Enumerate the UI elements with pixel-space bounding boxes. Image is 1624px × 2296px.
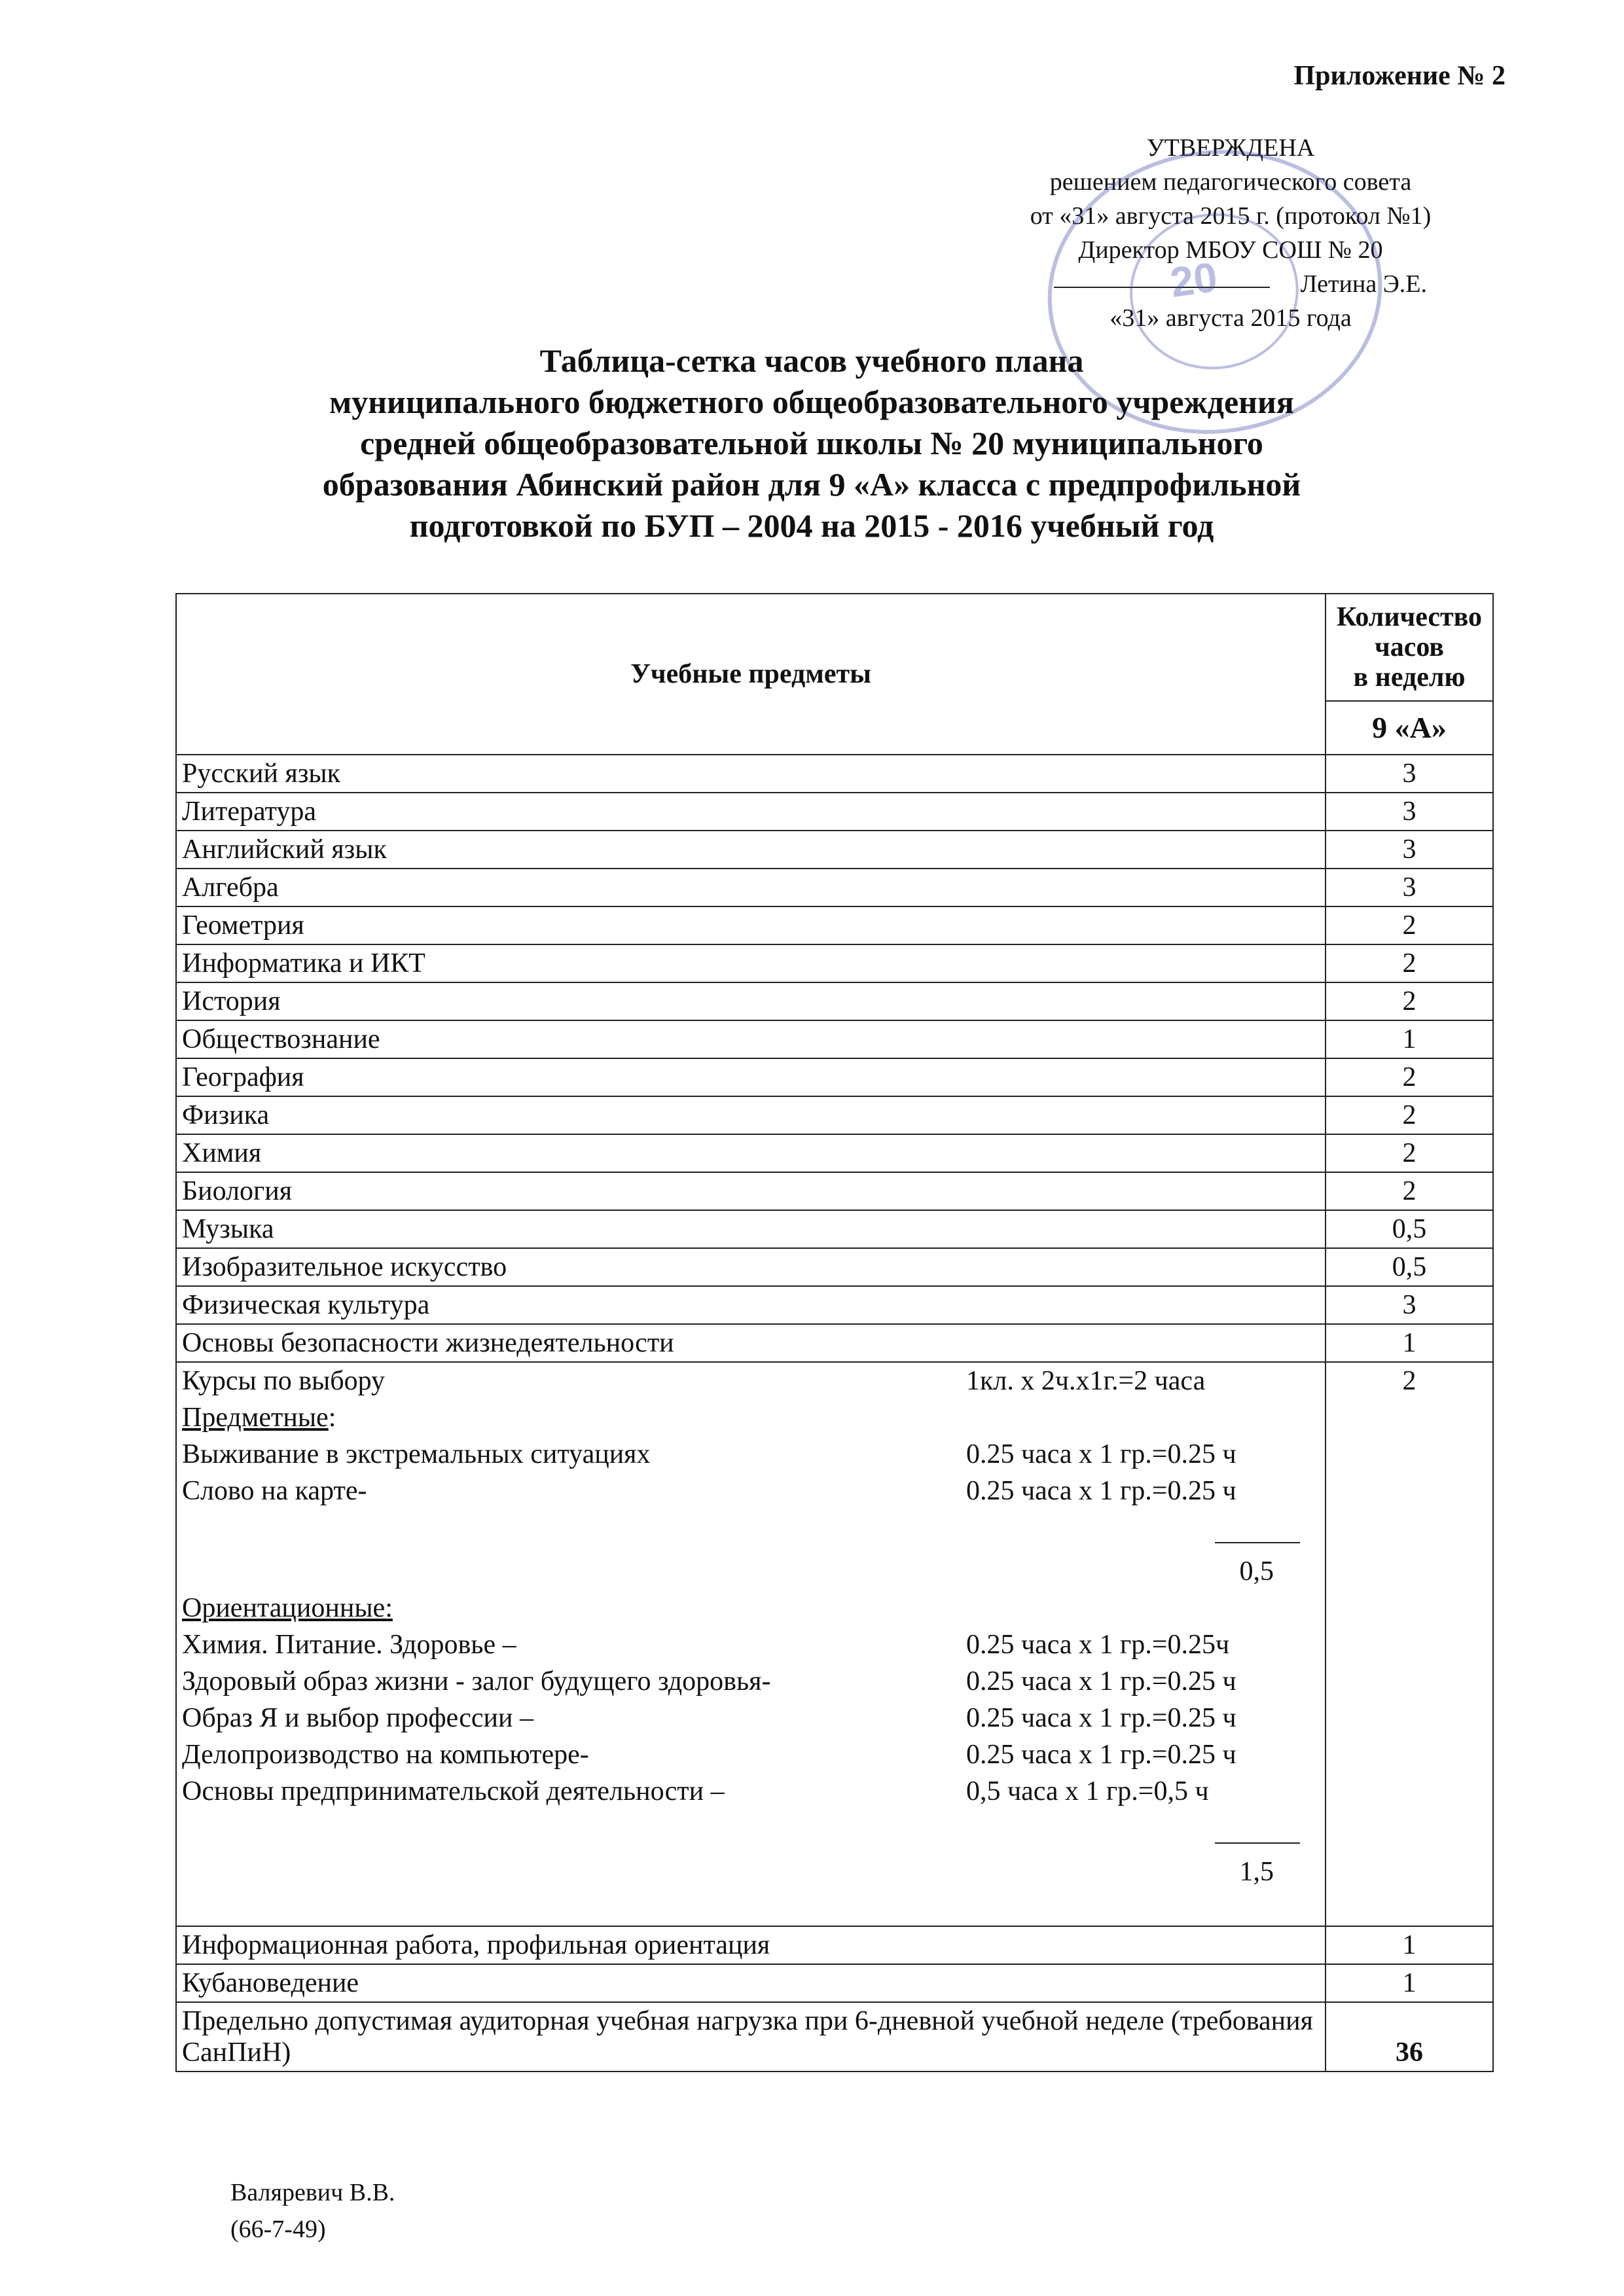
subject-cell: Информационная работа, профильная ориентация — [176, 1926, 1326, 1964]
contact-phone: (66-7-49) — [230, 2215, 326, 2243]
subject-courses-total: 0,5 — [1239, 1556, 1274, 1587]
courses-row — [176, 1362, 1493, 1926]
hours-cell: 2 — [1326, 1172, 1493, 1210]
courses-title-line — [182, 1363, 1320, 1399]
table-row — [176, 755, 1493, 793]
hours-cell: 1 — [1326, 1964, 1493, 2002]
table-row — [176, 944, 1493, 982]
hours-cell: 1 — [1326, 1324, 1493, 1362]
course-name: Химия. Питание. Здоровье – — [182, 1630, 516, 1660]
title-line: средней общеобразовательной школы № 20 муниципального — [360, 425, 1263, 461]
course-calc: 0.25 часа х 1 гр.=0.25 ч — [966, 1476, 1236, 1506]
table-row — [176, 1210, 1493, 1248]
table-row — [176, 906, 1493, 944]
course-name: Выживание в экстремальных ситуациях — [182, 1439, 651, 1469]
orient-courses-total: 1,5 — [1239, 1857, 1274, 1887]
course-name: Делопроизводство на компьютере- — [182, 1740, 589, 1770]
course-item — [182, 1473, 1320, 1509]
course-item — [182, 1736, 1320, 1773]
approval-line: Директор МБОУ СОШ № 20 — [1078, 236, 1383, 264]
contact-name: Валяревич В.В. — [230, 2179, 395, 2206]
document-title — [183, 340, 1440, 547]
table-row — [176, 1134, 1493, 1172]
table-row — [176, 1248, 1493, 1286]
title-line: Таблица-сетка часов учебного плана — [539, 342, 1084, 379]
subject-cell: Русский язык — [176, 755, 1326, 793]
course-name: Основы предпринимательской деятельности – — [182, 1776, 725, 1806]
table-row — [176, 1286, 1493, 1324]
table-row — [176, 1096, 1493, 1134]
appendix-label: Приложение № 2 — [1293, 61, 1506, 91]
course-calc: 0.25 часа х 1 гр.=0.25 ч — [966, 1740, 1236, 1770]
hours-cell: 3 — [1326, 793, 1493, 831]
hours-cell: 2 — [1326, 1134, 1493, 1172]
table-row — [176, 1926, 1493, 1964]
course-name: Здоровый образ жизни - залог будущего здоровья- — [182, 1666, 771, 1696]
approval-date: «31» августа 2015 года — [1110, 304, 1352, 332]
footer-contact — [230, 2174, 395, 2248]
course-item — [182, 1436, 1320, 1473]
hours-cell: 0,5 — [1326, 1210, 1493, 1248]
title-line: образования Абинский район для 9 «А» класса с предпрофильной — [322, 466, 1301, 503]
subject-courses-heading: Предметные: — [182, 1403, 336, 1433]
course-name: Образ Я и выбор профессии – — [182, 1703, 533, 1733]
table-row — [176, 831, 1493, 869]
table-row — [176, 1964, 1493, 2002]
hours-cell: 3 — [1326, 1286, 1493, 1324]
header-class: 9 «А» — [1326, 701, 1493, 755]
orient-courses-heading: Ориентационные: — [182, 1593, 393, 1623]
header-hours-line: часов — [1375, 632, 1444, 662]
course-item — [182, 1626, 1320, 1663]
course-calc: 0.25 часа х 1 гр.=0.25 ч — [966, 1666, 1236, 1696]
subject-cell: География — [176, 1058, 1326, 1096]
table-header-row — [176, 594, 1493, 701]
hours-cell: 0,5 — [1326, 1248, 1493, 1286]
course-item — [182, 1773, 1320, 1810]
subject-cell: Физика — [176, 1096, 1326, 1134]
subject-cell: Биология — [176, 1172, 1326, 1210]
limit-text: Предельно допустимая аудиторная учебная нагрузка при 6-дневной учебной неделе (требования СанПиН) — [176, 2002, 1326, 2072]
table-row — [176, 982, 1493, 1020]
table-row — [176, 1172, 1493, 1210]
subject-cell: Информатика и ИКТ — [176, 944, 1326, 982]
sum-line — [1215, 1816, 1300, 1844]
courses-hours: 2 — [1326, 1362, 1493, 1926]
subject-cell: История — [176, 982, 1326, 1020]
approval-line: решением педагогического совета — [1049, 168, 1412, 196]
course-item — [182, 1700, 1320, 1736]
director-name: Летина Э.Е. — [1300, 270, 1427, 298]
hours-table — [175, 593, 1494, 2072]
subject-cell: Кубановедение — [176, 1964, 1326, 2002]
subject-cell: Английский язык — [176, 831, 1326, 869]
table-row — [176, 869, 1493, 906]
approval-line: от «31» августа 2015 г. (протокол №1) — [1030, 202, 1432, 230]
hours-cell: 3 — [1326, 869, 1493, 906]
subject-cell: Обществознание — [176, 1020, 1326, 1058]
course-item — [182, 1663, 1320, 1700]
header-hours — [1326, 594, 1493, 701]
sum-line — [1215, 1516, 1300, 1543]
subject-cell: Физическая культура — [176, 1286, 1326, 1324]
header-hours-line: Количество — [1336, 602, 1483, 632]
subject-cell: Геометрия — [176, 906, 1326, 944]
subject-cell: Химия — [176, 1134, 1326, 1172]
hours-cell: 3 — [1326, 831, 1493, 869]
subject-cell: Основы безопасности жизнедеятельности — [176, 1324, 1326, 1362]
subject-cell: Изобразительное искусство — [176, 1248, 1326, 1286]
limit-row — [176, 2002, 1493, 2072]
subject-courses-heading-text: Предметные — [182, 1403, 329, 1433]
subject-cell: Алгебра — [176, 869, 1326, 906]
course-calc: 0,5 часа х 1 гр.=0,5 ч — [966, 1776, 1209, 1806]
table-row — [176, 1020, 1493, 1058]
hours-cell: 2 — [1326, 944, 1493, 982]
orient-courses-sum — [182, 1816, 1320, 1890]
subject-cell: Музыка — [176, 1210, 1326, 1248]
courses-label: Курсы по выбору — [182, 1366, 386, 1396]
table-row — [176, 1058, 1493, 1096]
course-calc: 0.25 часа х 1 гр.=0.25ч — [966, 1630, 1230, 1660]
orient-courses-list — [182, 1626, 1320, 1810]
subject-courses-sum — [182, 1516, 1320, 1590]
table-row — [176, 793, 1493, 831]
hours-cell: 1 — [1326, 1926, 1493, 1964]
hours-cell: 2 — [1326, 906, 1493, 944]
title-line: подготовкой по БУП – 2004 на 2015 - 2016 учебный год — [409, 507, 1214, 544]
hours-cell: 3 — [1326, 755, 1493, 793]
subject-cell: Литература — [176, 793, 1326, 831]
stamp-number: 20 — [1167, 253, 1220, 306]
header-hours-line: в неделю — [1353, 662, 1466, 692]
hours-cell: 2 — [1326, 982, 1493, 1020]
course-calc: 0.25 часа х 1 гр.=0.25 ч — [966, 1703, 1236, 1733]
approval-line: УТВЕРЖДЕНА — [1146, 134, 1315, 162]
title-line: муниципального бюджетного общеобразовательного учреждения — [329, 384, 1294, 420]
hours-cell: 2 — [1326, 1058, 1493, 1096]
hours-cell: 2 — [1326, 1096, 1493, 1134]
hours-cell: 1 — [1326, 1020, 1493, 1058]
courses-cell — [176, 1362, 1326, 1926]
course-name: Слово на карте- — [182, 1476, 367, 1506]
subject-courses-list — [182, 1436, 1320, 1509]
courses-label-right: 1кл. х 2ч.х1г.=2 часа — [966, 1366, 1206, 1396]
table-row — [176, 1324, 1493, 1362]
limit-hours: 36 — [1326, 2002, 1493, 2072]
course-calc: 0.25 часа х 1 гр.=0.25 ч — [966, 1439, 1236, 1469]
header-subjects: Учебные предметы — [176, 594, 1326, 755]
